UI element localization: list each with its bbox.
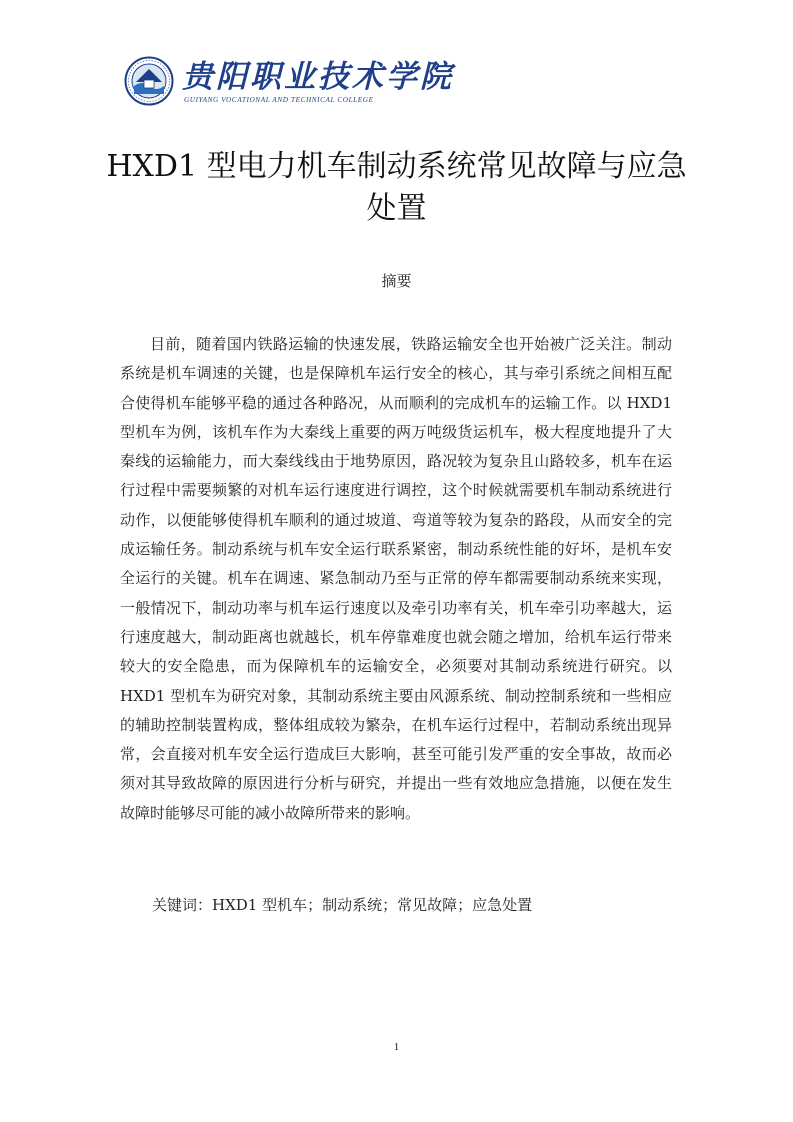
keywords-line: 关键词：HXD1 型机车；制动系统；常见故障；应急处置 (152, 896, 533, 914)
college-logo (124, 56, 454, 112)
abstract-body: 目前，随着国内铁路运输的快速发展，铁路运输安全也开始被广泛关注。制动系统是机车调速的关键，也是保障机车运行安全的核心，其与牵引系统之间相互配合使得机车能够平稳的通过各种路况，从而顺利的完成机车的运输工作。以 HXD1 型机车为例，该机车作为大秦线上重要的两万吨级货运机车，极大程度地提升了大秦线的运输能力，而大秦线线由于地势原因，路况较为复杂且山路较多，机车在运行过程中需要频繁的对机车运行速度进行调控，这个时候就需要机车制动系统进行动作，以便能够使得机车顺利的通过坡道、弯道等较为复杂的路段，从而安全的完成运输任务。制动系统与机车安全运行联系紧密，制动系统性能的好坏，是机车安全运行的关键。机车在调速、紧急制动乃至与正常的停车都需要制动系统来实现，一般情况下，制动功率与机车运行速度以及牵引功率有关，机车牵引功率越大，运行速度越大，制动距离也就越长，机车停靠难度也就会随之增加，给机车运行带来较大的安全隐患，而为保障机车的运输安全，必须要对其制动系统进行研究。以 HXD1 型机车为研究对象，其制动系统主要由风源系统、制动控制系统和一些相应的辅助控制装置构成，整体组成较为繁杂，在机车运行过程中，若制动系统出现异常，会直接对机车安全运行造成巨大影响，甚至可能引发严重的安全事故，故而必须对其导致故障的原因进行分析与研究，并提出一些有效地应急措施，以便在发生故障时能够尽可能的减小故障所带来的影响。 (120, 335, 672, 822)
college-seal-icon (124, 56, 174, 106)
logo-name-cn: 贵阳职业技术学院 (182, 59, 454, 95)
document-title: HXD1 型电力机车制动系统常见故障与应急处置 (106, 149, 687, 226)
abstract-heading: 摘要 (381, 272, 412, 290)
logo-name-en: GUIYANG VOCATIONAL AND TECHNICAL COLLEGE (184, 96, 374, 104)
page-number: 1 (393, 1041, 400, 1053)
